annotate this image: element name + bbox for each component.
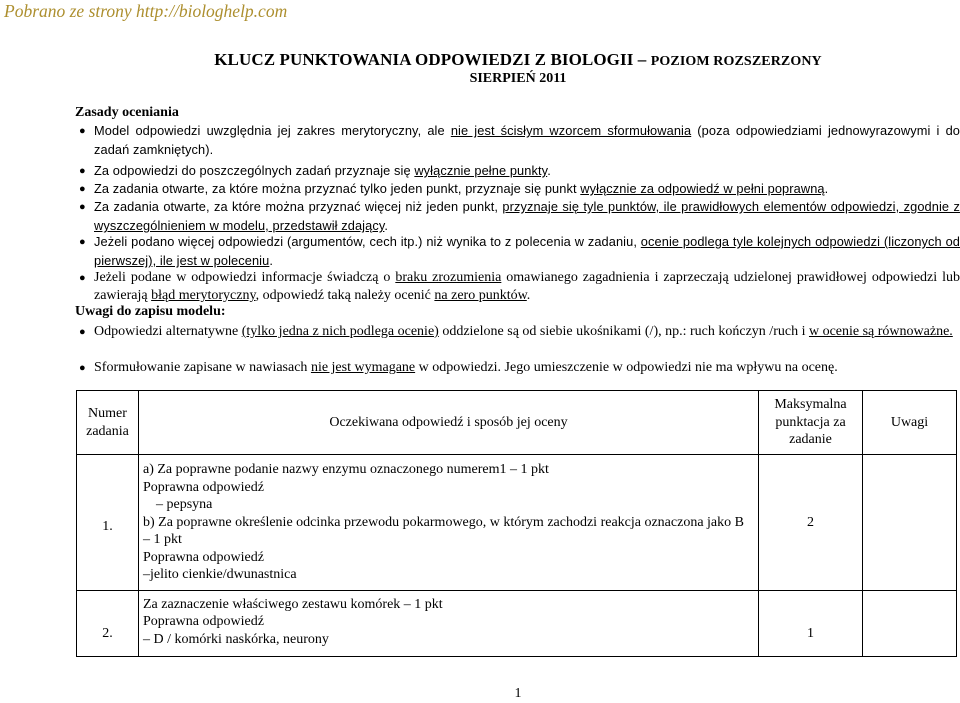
answer-key-table xyxy=(76,390,957,657)
bullet-icon: ● xyxy=(79,201,86,213)
answer-line: Poprawna odpowiedź xyxy=(143,614,264,629)
note-item xyxy=(75,323,960,341)
table-header-row xyxy=(77,391,957,455)
answer-line: – pepsyna xyxy=(156,497,213,512)
rule-text: (poza odpowiedziami jednowyrazowymi i do zadań zamkniętych). xyxy=(94,123,960,157)
rule-emphasis: na zero punktów xyxy=(434,288,527,303)
answer-line: – D / komórki naskórka, neurony xyxy=(143,631,329,647)
page-number: 1 xyxy=(514,686,522,701)
rule-emphasis: nie jest ścisłym wzorcem sformułowania xyxy=(450,123,692,138)
answer-line: –jelito cienkie/dwunastnica xyxy=(143,567,297,582)
note-text: Sformułowanie zapisane w nawiasach xyxy=(94,360,311,375)
watermark-source-url: Pobrano ze strony http://biologhelp.com xyxy=(4,1,288,21)
expected-answer xyxy=(139,455,759,591)
bullet-icon: ● xyxy=(79,236,86,248)
rule-text: Za zadania otwarte, za które można przyznać więcej niż jeden punkt, xyxy=(94,199,503,214)
rule-text: Model odpowiedzi uwzględnia jej zakres merytoryczny, ale xyxy=(94,123,451,138)
note-text: Odpowiedzi alternatywne xyxy=(94,324,242,339)
rule-text: Jeżeli podano więcej odpowiedzi (argumentów, cech itp.) niż wynika to z polecenia w zadaniu, xyxy=(94,234,641,249)
rule-text: , odpowiedź taką należy ocenić xyxy=(255,288,435,303)
max-points: 1 xyxy=(759,590,863,657)
rule-text: Jeżeli podane w odpowiedzi informacje świadczą o xyxy=(94,270,396,285)
rule-emphasis: błąd merytoryczny xyxy=(151,288,256,303)
rule-text: . xyxy=(269,253,273,268)
rule-emphasis: wyłącznie za odpowiedź w pełni poprawną xyxy=(580,181,825,196)
answer-line: Za zaznaczenie właściwego zestawu komórek – 1 pkt xyxy=(143,596,443,612)
rule-item xyxy=(75,198,960,236)
rule-emphasis: przyznaje się tyle punktów, ile prawidłowych elementów odpowiedzi, zgodnie z wyszczególnieniem w modelu, przedstawił zdający xyxy=(94,199,960,233)
note-emphasis: (tylko jedna z nich podlega ocenie) xyxy=(241,324,439,339)
bullet-icon: ● xyxy=(79,272,86,284)
task-number: 2. xyxy=(77,590,139,657)
rule-item xyxy=(75,162,960,181)
rule-item xyxy=(75,269,960,305)
header-number: Numer zadania xyxy=(77,391,139,455)
rule-item xyxy=(75,233,960,271)
page-subtitle: SIERPIEŃ 2011 xyxy=(469,71,567,86)
answer-line: b) Za poprawne określenie odcinka przewodu pokarmowego, w którym zachodzi reakcja oznaczona jako B – 1 pkt xyxy=(143,514,744,547)
answer-line: Poprawna odpowiedź xyxy=(143,479,264,495)
rule-emphasis: ocenie podlega tyle kolejnych odpowiedzi (liczonych od pierwszej), ile jest w poleceniu xyxy=(94,234,960,268)
remarks xyxy=(863,455,957,591)
rule-text: Za zadania otwarte, za które można przyznać tylko jeden punkt, przyznaje się punkt xyxy=(94,181,581,196)
rule-text: . xyxy=(384,218,389,233)
table-row xyxy=(77,590,957,657)
remarks xyxy=(863,590,957,657)
max-points: 2 xyxy=(759,455,863,591)
table-row xyxy=(77,455,957,591)
title-level: POZIOM ROZSZERZONY xyxy=(650,54,822,69)
bullet-icon: ● xyxy=(79,183,86,195)
rules-heading: Zasady oceniania xyxy=(75,105,179,120)
note-emphasis: nie jest wymagane xyxy=(310,360,416,375)
rule-text: Za odpowiedzi do poszczególnych zadań przyznaje się xyxy=(94,163,415,178)
notes-heading: Uwagi do zapisu modelu: xyxy=(75,304,226,319)
rule-text: . xyxy=(526,288,531,303)
note-text: w odpowiedzi. Jego umieszczenie w odpowiedzi nie ma wpływu na ocenę. xyxy=(415,360,838,375)
title-dash: – xyxy=(633,50,651,69)
bullet-icon: ● xyxy=(79,165,86,177)
note-item xyxy=(75,359,960,377)
rule-text: . xyxy=(824,181,829,196)
answer-line: a) Za poprawne podanie nazwy enzymu oznaczonego numerem1 – 1 pkt xyxy=(143,462,549,477)
expected-answer xyxy=(139,590,759,657)
header-answer: Oczekiwana odpowiedź i sposób jej oceny xyxy=(139,391,759,455)
header-remarks: Uwagi xyxy=(863,391,957,455)
rule-item xyxy=(75,122,960,160)
bullet-icon: ● xyxy=(79,326,86,338)
rule-text: omawianego zagadnienia i zaprzeczają udzielonej prawidłowej odpowiedzi lub zawierają xyxy=(94,270,960,303)
note-text: oddzielone są od siebie ukośnikami (/), np.: ruch kończyn /ruch i xyxy=(438,324,809,339)
bullet-icon: ● xyxy=(79,125,86,137)
title-main: KLUCZ PUNKTOWANIA ODPOWIEDZI Z BIOLOGII xyxy=(214,50,634,69)
note-emphasis: w ocenie są równoważne. xyxy=(808,324,953,339)
page-title xyxy=(0,50,960,70)
answer-line: Poprawna odpowiedź xyxy=(143,549,264,565)
rule-text: . xyxy=(547,163,551,178)
bullet-icon: ● xyxy=(79,362,86,374)
task-number: 1. xyxy=(77,455,139,591)
rule-emphasis: wyłącznie pełne punkty xyxy=(414,163,548,178)
header-max-points: Maksymalna punktacja za zadanie xyxy=(759,391,863,455)
rule-emphasis: braku zrozumienia xyxy=(395,270,502,285)
rule-item xyxy=(75,180,960,199)
